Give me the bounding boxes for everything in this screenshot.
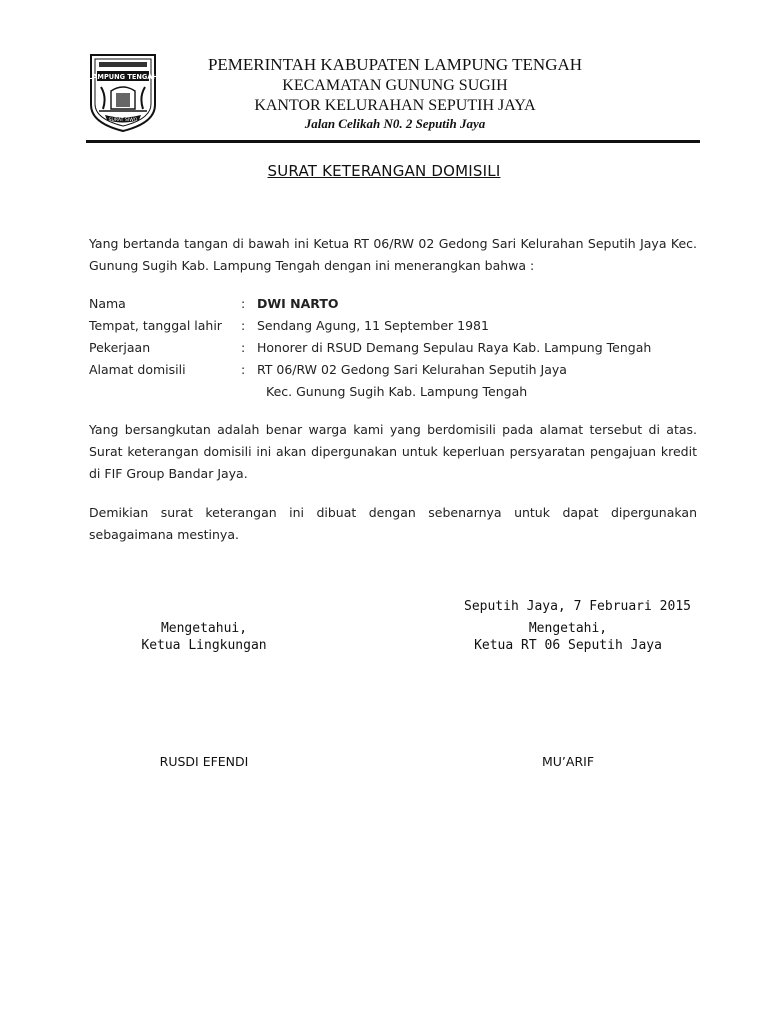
document-title: SURAT KETERANGAN DOMISILI — [267, 162, 501, 180]
right-signer-name: MU’ARIF — [541, 754, 595, 769]
field-label: Tempat, tanggal lahir — [89, 318, 222, 333]
svg-text:LAMPUNG TENGAH: LAMPUNG TENGAH — [89, 73, 157, 81]
letterhead-line-2: KECAMATAN GUNUNG SUGIH — [282, 77, 508, 94]
regency-emblem-icon — [89, 53, 157, 133]
right-signer-role-1: Mengetahi, — [528, 621, 608, 636]
regency-logo — [89, 53, 157, 133]
letterhead-divider — [86, 140, 700, 143]
field-value: Sendang Agung, 11 September 1981 — [257, 318, 489, 333]
closing-paragraph: Demikian surat keterangan ini dibuat dengan sebenarnya untuk dapat dipergunakan sebagaimana mestinya. — [89, 505, 697, 542]
left-signer-role-1: Mengetahui, — [160, 621, 248, 636]
field-label: Pekerjaan — [89, 340, 151, 355]
field-label: Alamat domisili — [89, 362, 186, 377]
right-signer-role-2: Ketua RT 06 Seputih Jaya — [474, 638, 662, 653]
place-date: Seputih Jaya, 7 Februari 2015 — [464, 599, 691, 614]
left-signer-role-2: Ketua Lingkungan — [141, 638, 267, 653]
field-colon: : — [241, 318, 246, 333]
svg-text:SURAT SIWO: SURAT SIWO — [108, 118, 138, 123]
field-value-continued: Kec. Gunung Sugih Kab. Lampung Tengah — [266, 384, 528, 399]
field-value: RT 06/RW 02 Gedong Sari Kelurahan Seputih Jaya — [257, 362, 567, 377]
body-paragraph: Yang bersangkutan adalah benar warga kami yang berdomisili pada alamat tersebut di atas. Surat keterangan domisili ini akan dipergunakan untuk keperluan persyaratan pengajuan kredit di FIF Group Bandar Jaya. — [89, 422, 697, 481]
intro-paragraph: Yang bertanda tangan di bawah ini Ketua RT 06/RW 02 Gedong Sari Kelurahan Seputih Jaya Kec. Gunung Sugih Kab. Lampung Tengah dengan ini menerangkan bahwa : — [89, 236, 697, 273]
left-signer-name: RUSDI EFENDI — [159, 754, 249, 769]
letterhead-line-1: PEMERINTAH KABUPATEN LAMPUNG TENGAH — [207, 55, 583, 74]
field-colon: : — [241, 362, 246, 377]
letterhead-line-3: KANTOR KELURAHAN SEPUTIH JAYA — [254, 97, 536, 114]
field-colon: : — [241, 340, 246, 355]
field-value: Honorer di RSUD Demang Sepulau Raya Kab. Lampung Tengah — [257, 340, 652, 355]
field-value: DWI NARTO — [257, 296, 339, 311]
field-colon: : — [241, 296, 246, 311]
field-label: Nama — [89, 296, 126, 311]
letterhead-address: Jalan Celikah N0. 2 Seputih Jaya — [304, 116, 486, 131]
